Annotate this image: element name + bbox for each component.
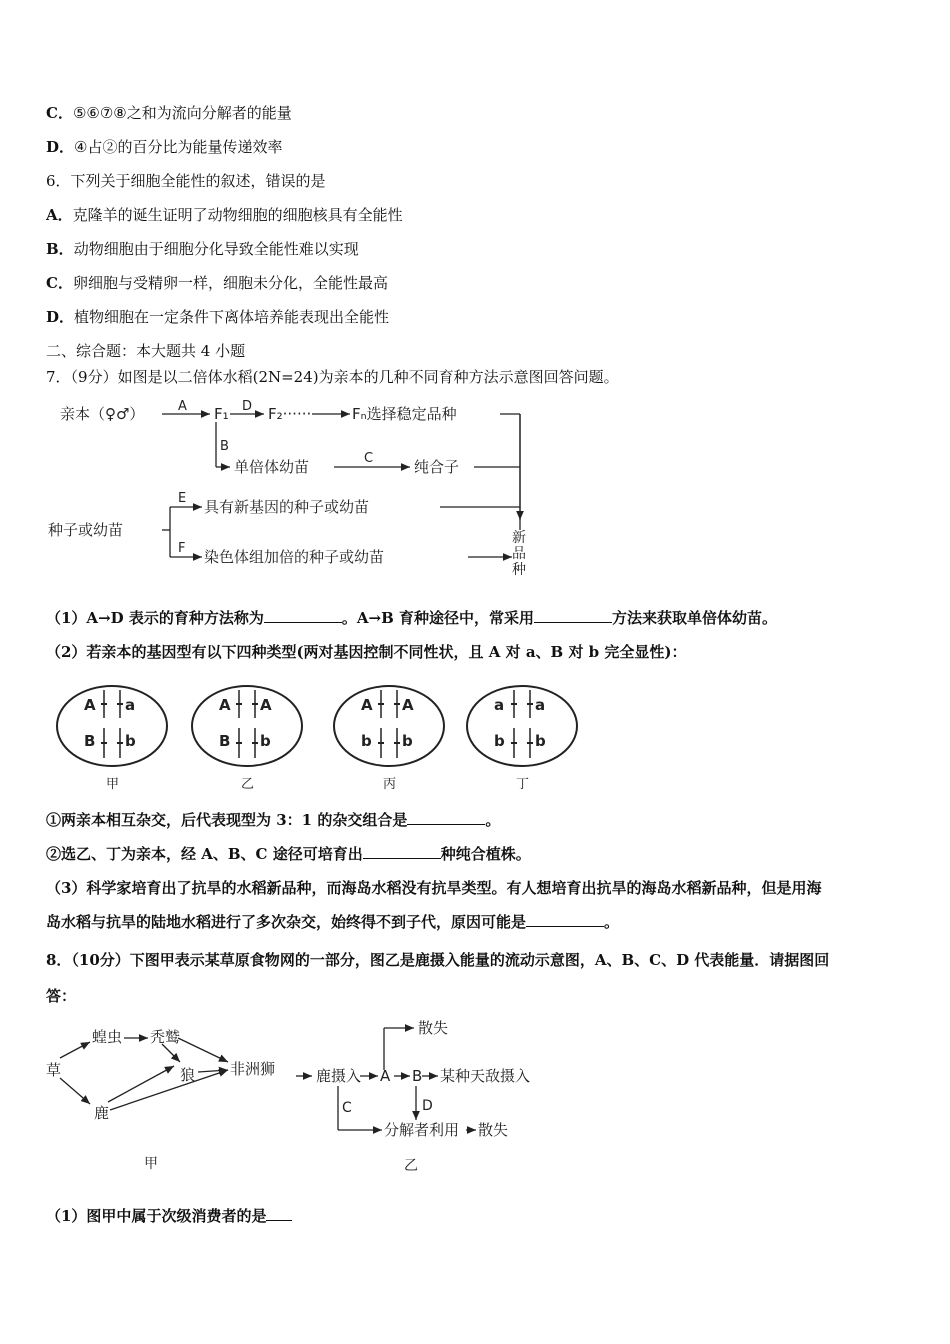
allele-top-right: a (125, 696, 136, 714)
haploid-label: 单倍体幼苗 (234, 458, 310, 476)
q7-sub2: ②选乙、丁为亲本，经 A、B、C 途径可培育出 种纯合植株。 (46, 845, 531, 863)
cell-2 (192, 686, 302, 792)
enemy-label: 某种天敌摄入 (440, 1067, 531, 1085)
allele-top-left: A (361, 696, 373, 714)
allele-top-left: a (494, 696, 505, 714)
cell-membrane (467, 686, 577, 766)
allele-bottom-right: b (535, 732, 546, 750)
answer-blank-1[interactable] (264, 608, 342, 623)
lion-label: 非洲狮 (230, 1060, 276, 1078)
q6-option-c: C．卵细胞与受精卵一样，细胞未分化，全能性最高 (46, 274, 388, 292)
parent-label: 亲本（♀♂） (60, 405, 145, 423)
q7-stem: 7．（9分）如图是以二倍体水稻(2N=24)为亲本的几种不同育种方法示意图回答问题。 (46, 368, 619, 386)
answer-blank-5[interactable] (526, 912, 604, 927)
label-b: B (220, 439, 229, 454)
cell-label: 丙 (383, 777, 397, 792)
new-variety-3: 种 (512, 562, 526, 578)
cell-4 (467, 686, 577, 792)
f1-label: F₁ (214, 405, 229, 423)
cell-3 (334, 686, 444, 792)
energy-d: D (422, 1098, 433, 1114)
food-web-figures (44, 1020, 564, 1180)
cell-label: 甲 (106, 777, 120, 792)
label-e: E (178, 491, 187, 506)
answer-blank-6[interactable] (266, 1206, 292, 1221)
cell-membrane (334, 686, 444, 766)
allele-bottom-right: b (402, 732, 413, 750)
cell-1 (57, 686, 167, 792)
allele-bottom-left: B (219, 732, 231, 750)
decomp-label: 分解者利用 (384, 1121, 460, 1139)
intake-label: 鹿摄入 (316, 1067, 362, 1085)
answer-blank-2[interactable] (534, 608, 612, 623)
q7-sub1: ①两亲本相互杂交，后代表现型为 3：1 的杂交组合是 。 (46, 811, 501, 829)
deer-label: 鹿 (94, 1104, 110, 1122)
allele-top-right: A (260, 696, 272, 714)
grass-label: 草 (46, 1061, 62, 1079)
breeding-diagram (44, 392, 544, 592)
flow-caption: 乙 (404, 1158, 418, 1174)
q7-part3-line1: （3）科学家培育出了抗旱的水稻新品种，而海岛水稻没有抗旱类型。有人想培育出抗旱的海岛水稻新品种，但是用海 (46, 879, 822, 897)
web-caption: 甲 (144, 1156, 158, 1172)
allele-top-right: A (402, 696, 414, 714)
q5-option-d: D．④占②的百分比为能量传递效率 (46, 138, 283, 156)
allele-top-left: A (219, 696, 231, 714)
locust-label: 蝗虫 (92, 1028, 123, 1046)
label-a: A (178, 399, 187, 414)
new-variety-2: 品 (512, 546, 526, 562)
label-f: F (178, 541, 186, 556)
double-label: 染色体组加倍的种子或幼苗 (204, 548, 385, 566)
seed-label: 种子或幼苗 (48, 521, 124, 539)
allele-bottom-right: b (260, 732, 271, 750)
allele-top-right: a (535, 696, 546, 714)
fn-label: Fₙ选择稳定品种 (352, 405, 457, 423)
q8-stem-line1: 8．（10分）下图甲表示某草原食物网的一部分，图乙是鹿摄入能量的流动示意图，A、B、C、D 代表能量．请据图回 (46, 951, 830, 969)
new-gene-label: 具有新基因的种子或幼苗 (204, 498, 370, 516)
energy-a: A (380, 1067, 391, 1085)
cell-label: 丁 (516, 777, 530, 792)
vulture-label: 秃鹫 (150, 1028, 181, 1046)
energy-c: C (342, 1100, 352, 1116)
section-heading: 二、综合题：本大题共 4 小题 (46, 342, 246, 360)
q7-part2: （2）若亲本的基因型有以下四种类型(两对基因控制不同性状，且 A 对 a、B 对 b 完全显性)： (46, 643, 687, 661)
label-d: D (242, 399, 253, 414)
q6-option-a: A．克隆羊的诞生证明了动物细胞的细胞核具有全能性 (46, 206, 403, 224)
new-variety-1: 新 (512, 530, 526, 546)
q7-part3-line2: 岛水稻与抗旱的陆地水稻进行了多次杂交，始终得不到子代，原因可能是 。 (46, 913, 620, 931)
energy-b: B (412, 1067, 423, 1085)
answer-blank-4[interactable] (363, 844, 441, 859)
allele-bottom-left: B (84, 732, 96, 750)
f2-label: F₂······ (268, 405, 312, 423)
allele-top-left: A (84, 696, 96, 714)
allele-bottom-left: b (361, 732, 372, 750)
cell-membrane (57, 686, 167, 766)
loss2-label: 散失 (478, 1121, 509, 1139)
pure-label: 纯合子 (414, 458, 460, 476)
cell-label: 乙 (241, 777, 255, 792)
q6-option-d: D．植物细胞在一定条件下离体培养能表现出全能性 (46, 308, 390, 326)
allele-bottom-left: b (494, 732, 505, 750)
q7-part1: （1）A→D 表示的育种方法称为 。A→B 育种途径中，常采用 方法来获取单倍体幼苗。 (46, 609, 777, 627)
cell-membrane (192, 686, 302, 766)
answer-blank-3[interactable] (407, 810, 485, 825)
q8-part1: （1）图甲中属于次级消费者的是 (46, 1206, 292, 1226)
label-c: C (364, 451, 374, 466)
loss1-label: 散失 (418, 1020, 449, 1037)
q5-option-c: C．⑤⑥⑦⑧之和为流向分解者的能量 (46, 104, 292, 122)
q6-stem: 6．下列关于细胞全能性的叙述，错误的是 (46, 172, 326, 190)
q8-stem-line2: 答： (46, 987, 77, 1005)
wolf-label: 狼 (180, 1066, 196, 1084)
allele-bottom-right: b (125, 732, 136, 750)
genotype-cells (52, 682, 592, 797)
q6-option-b: B．动物细胞由于细胞分化导致全能性难以实现 (46, 240, 359, 258)
